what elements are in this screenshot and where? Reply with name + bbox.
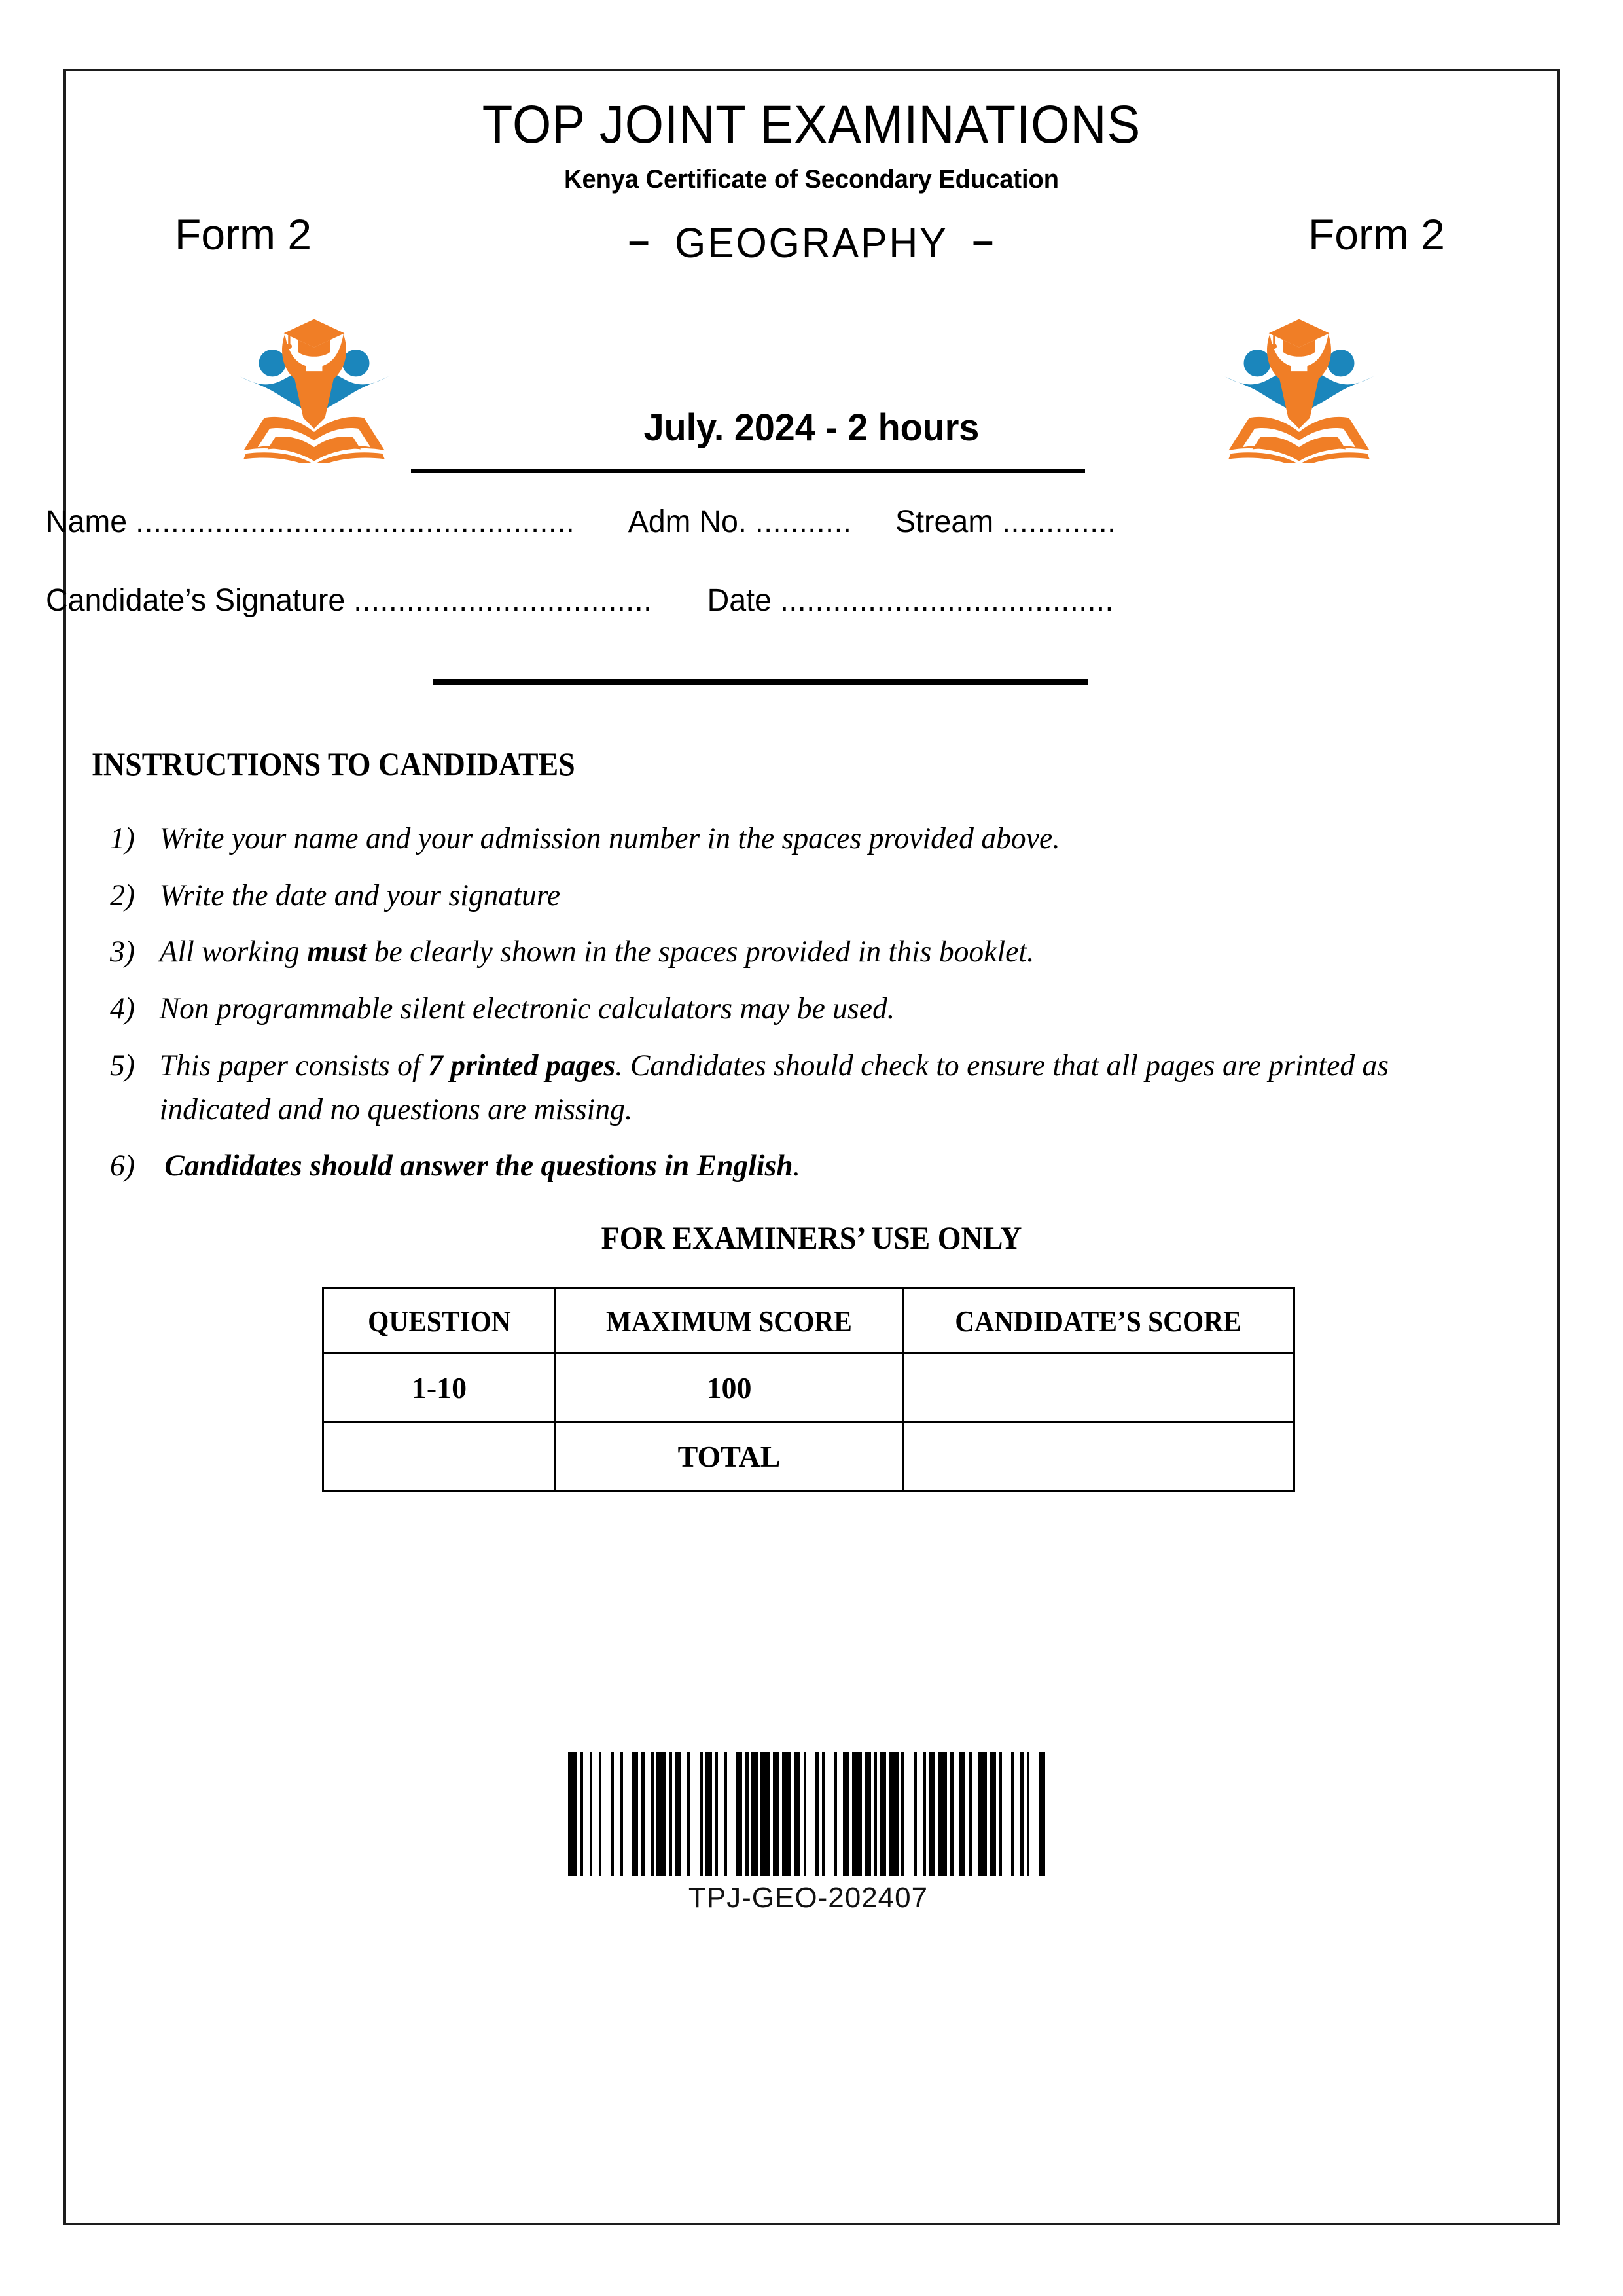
- form-level-right: Form 2: [1308, 210, 1445, 259]
- instruction-text-tail: . Candidates should check to ensure that all pages are printed as indicated and no questions are missing.: [159, 1048, 1389, 1126]
- table-row: [323, 1354, 1294, 1422]
- column-header-candidate-score: CANDIDATE’S SCORE: [903, 1289, 1294, 1354]
- column-header-question: QUESTION: [323, 1289, 556, 1354]
- instruction-text: Write the date and your signature: [159, 878, 561, 912]
- barcode-image: [568, 1752, 1048, 1876]
- instruction-number: 2): [110, 878, 135, 912]
- header-block: [63, 95, 1560, 283]
- dash-left-icon: –: [628, 219, 651, 262]
- instruction-emphasis: 7 printed pages: [428, 1048, 616, 1083]
- header-divider-rule: [411, 469, 1085, 473]
- exam-title: TOP JOINT EXAMINATIONS: [482, 95, 1141, 154]
- instruction-text-tail: .: [793, 1149, 801, 1183]
- examiners-score-table: [322, 1287, 1295, 1492]
- barcode-label: TPJ-GEO-202407: [688, 1882, 929, 1914]
- cell-maximum-score: 100: [556, 1354, 903, 1422]
- instruction-number: 6): [110, 1149, 135, 1183]
- column-header-maximum-score: MAXIMUM SCORE: [556, 1289, 903, 1354]
- examiners-use-heading: FOR EXAMINERS’ USE ONLY: [601, 1219, 1022, 1256]
- signature-input[interactable]: ..................................: [353, 583, 652, 618]
- instruction-text: Candidates should answer the questions in English: [164, 1149, 793, 1183]
- cell-empty: [323, 1422, 556, 1491]
- instruction-text: This paper consists of: [159, 1048, 429, 1083]
- adm-no-label: Adm No.: [628, 505, 747, 539]
- name-label: Name: [46, 505, 128, 539]
- candidate-signature-line: [46, 583, 1550, 619]
- cell-total-score[interactable]: [903, 1422, 1294, 1491]
- instruction-item: [110, 1144, 1431, 1188]
- stream-label: Stream: [895, 505, 994, 539]
- dash-right-icon: –: [972, 219, 995, 262]
- exam-date-duration: July. 2024 - 2 hours: [643, 406, 980, 449]
- instruction-text-tail: be clearly shown in the spaces provided in this booklet.: [366, 935, 1035, 969]
- instruction-item: [110, 987, 1431, 1031]
- instruction-number: 1): [110, 821, 135, 855]
- instruction-emphasis: must: [307, 935, 367, 969]
- cell-total-label: TOTAL: [556, 1422, 903, 1491]
- instruction-number: 5): [110, 1048, 135, 1083]
- date-input[interactable]: ......................................: [779, 583, 1114, 618]
- name-input[interactable]: ..................................................: [135, 505, 575, 539]
- table-row: [323, 1422, 1294, 1491]
- subject-name: GEOGRAPHY: [675, 219, 948, 266]
- instruction-text: Non programmable silent electronic calculators may be used.: [159, 992, 895, 1026]
- cell-question-range: 1-10: [323, 1354, 556, 1422]
- subject-row: [63, 204, 1560, 283]
- cell-candidate-score[interactable]: [903, 1354, 1294, 1422]
- instruction-item: [110, 817, 1431, 861]
- instructions-heading: INSTRUCTIONS TO CANDIDATES: [92, 745, 575, 782]
- certificate-subtitle: Kenya Certificate of Secondary Education: [564, 165, 1059, 194]
- instruction-number: 4): [110, 992, 135, 1026]
- form-level-left: Form 2: [175, 210, 312, 259]
- signature-label: Candidate’s Signature: [46, 583, 346, 618]
- instruction-text: Write your name and your admission number in the spaces provided above.: [159, 821, 1060, 855]
- instruction-number: 3): [110, 935, 135, 969]
- adm-no-input[interactable]: ...........: [755, 505, 852, 539]
- candidate-name-line: [46, 504, 1550, 540]
- instruction-item: [110, 1044, 1431, 1131]
- identity-divider-rule: [433, 679, 1088, 685]
- instruction-text: All working: [159, 935, 308, 969]
- barcode-block: [568, 1752, 1048, 1914]
- date-label: Date: [707, 583, 772, 618]
- instructions-list: [110, 817, 1471, 1201]
- instruction-item: [110, 930, 1431, 974]
- table-header-row: [323, 1289, 1294, 1354]
- stream-input[interactable]: .............: [1002, 505, 1116, 539]
- instruction-item: [110, 874, 1431, 918]
